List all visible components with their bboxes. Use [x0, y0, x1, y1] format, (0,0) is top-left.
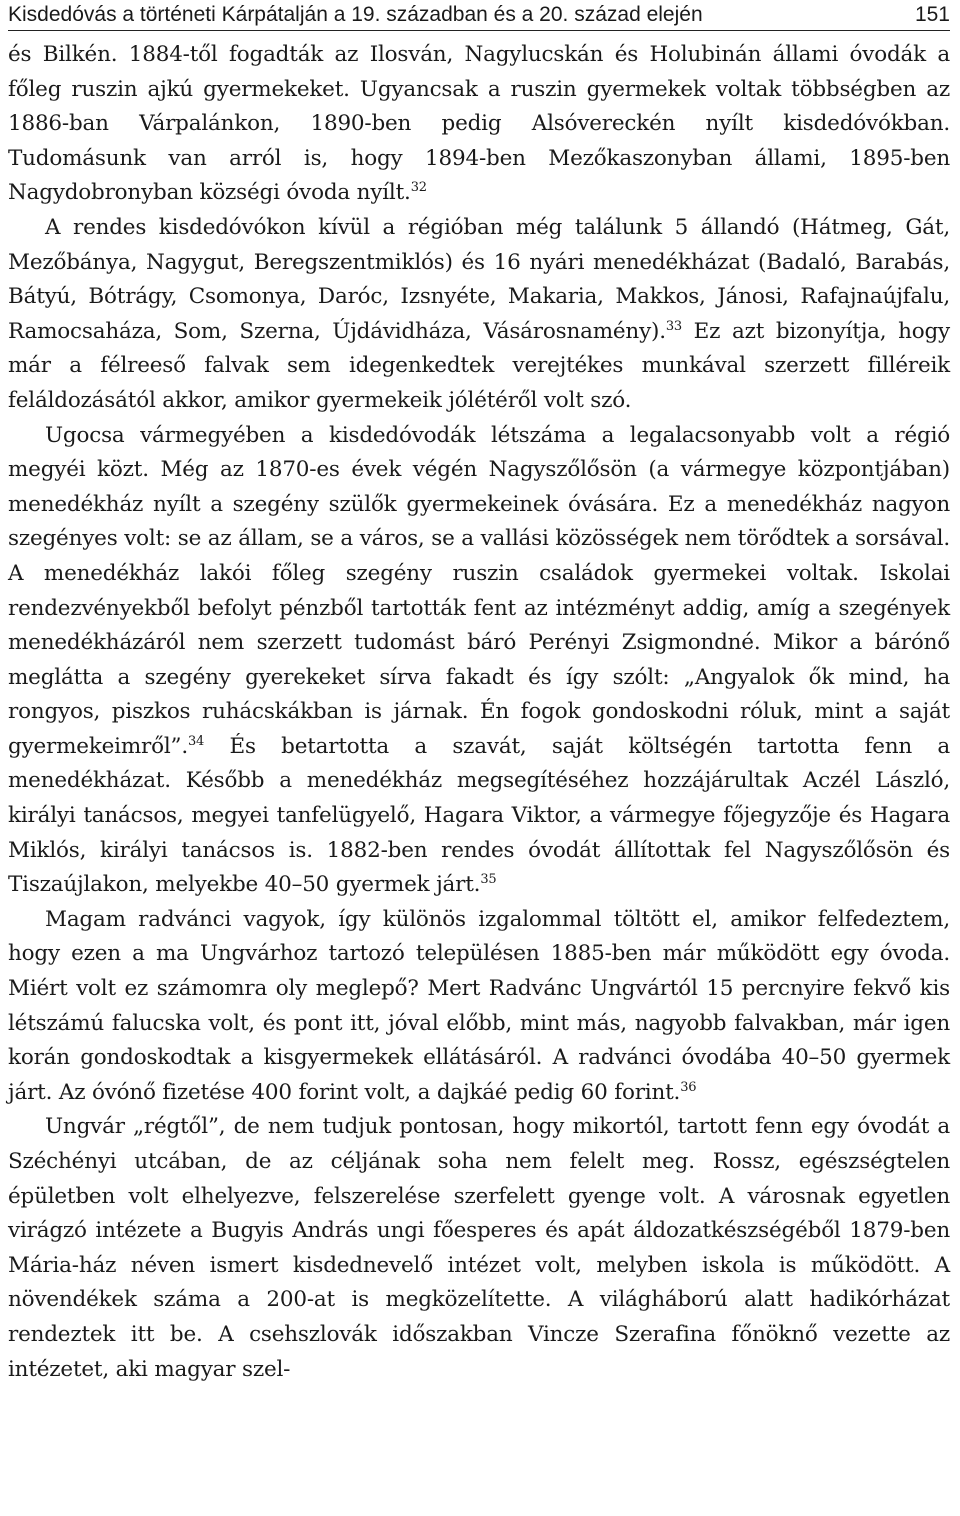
footnote-ref: 36 [680, 1079, 697, 1095]
paragraph [8, 38, 950, 211]
paragraph [8, 903, 950, 1111]
paragraph-text: Ez azt bizonyítja, hogy már a félreeső falvak sem idegenkedtek verejtékes munkával szerzett filléreik feláldozásától akkor, amikor gyermekeik jólétéről volt szó. [8, 318, 950, 413]
paragraph [8, 1110, 950, 1387]
paragraph-text: és Bilkén. 1884-től fogadták az Ilosván, Nagylucskán és Holubinán állami óvodák a főleg ruszin ajkú gyermekeket. Ugyancsak a ruszin gyermekek voltak többségben az 1886-ban Várpalánkon, 1890-ben pedig Alsóvereckén nyílt kisdedóvókban. Tudomásunk van arról is, hogy 1894-ben Mezőkaszonyban állami, 1895-ben Nagydobronyban községi óvoda nyílt. [8, 42, 950, 206]
page-number: 151 [914, 3, 950, 26]
footnote-ref: 32 [410, 180, 427, 196]
paragraph-text: Ugocsa vármegyében a kisdedóvodák létszáma a legalacsonyabb volt a régió megyéi közt. Még az 1870-es évek végén Nagyszőlősön (a vármegye központjában) menedékház nyílt a szegény szülők gyermekeinek óvására. Ez a menedékház nagyon szegényes volt: se az állam, se a város, se a vallási közösségek nem törődtek a sorsával. A menedékház lakói főleg szegény ruszin családok gyermekei voltak. Iskolai rendezvényekből befolyt pénzből tartották fent az intézményt addig, amíg a szegények menedékházáról nem szerzett tudomást báró Perényi Zsigmondné. Mikor a bárónő meglátta a szegény gyerekeket sírva fakadt és így szólt: „Angyalok ők mind, ha rongyos, piszkos ruhácskákban is járnak. Én fogok gondoskodni róluk, mint a saját gyermekeimről”. [8, 422, 950, 759]
footnote-ref: 34 [187, 733, 205, 749]
paragraph-text: És betartotta a szavát, saját költségén tartotta fenn a menedékházat. Később a menedékház megsegítéséhez hozzájárultak Aczél László, királyi tanácsos, megyei tanfelügyelő, Hagara Viktor, a vármegye főjegyzője és Hagara Miklós, királyi tanácsos is. 1882-ben rendes óvodát állítottak fel Nagyszőlősön és Tiszaújlakon, melyekbe 40–50 gyermek járt. [8, 733, 950, 898]
paragraph-text: A rendes kisdedóvókon kívül a régióban még találunk 5 állandó (Hátmeg, Gát, Mezőbánya, Nagygut, Beregszentmiklós) és 16 nyári menedékházat (Badaló, Barabás, Bátyú, Bótrágy, Csomonya, Daróc, Izsnyéte, Makaria, Makkos, Jánosi, Rafajnaújfalu, Ramocsaháza, Som, Szerna, Újdávidháza, Vásárosnamény). [8, 214, 950, 344]
paragraph-text: Ungvár „régtől”, de nem tudjuk pontosan, hogy mikortól, tartott fenn egy óvodát a Széchényi utcában, de az céljának soha nem felelt meg. Rossz, egészségtelen épületben volt elhelyezve, felszerelése szerfelett gyenge volt. A városnak egyetlen virágzó intézete a Bugyis András ungi főesperes és apát áldozatkészségéből 1879-ben Mária-ház néven ismert kisdednevelő intézet volt, melyben iskola is működött. A növendékek száma a 200-at is megközelítette. A világháború alatt hadikórházat rendeztek itt be. A csehszlovák időszakban Vincze Szerafina főnöknő vezette az intézetet, aki magyar szel- [8, 1114, 950, 1382]
body-text [8, 38, 950, 1387]
paragraph-text: Magam radvánci vagyok, így különös izgalommal töltött el, amikor felfedeztem, hogy ezen a ma Ungvárhoz tartozó településen 1885-ben már működött egy óvoda. Miért volt ez számomra oly meglepő? Mert Radvánc Ungvártól 15 percnyire fekvő kis létszámú falucska volt, és pont itt, jóval előbb, mint más, nagyobb falvakban, már igen korán gondoskodtak a kisgyermekek ellátásáról. A radvánci óvodába 40–50 gyermek járt. Az óvónő fizetése 400 forint volt, a dajkáé pedig 60 forint. [8, 906, 950, 1105]
running-header [8, 0, 950, 31]
paragraph [8, 211, 950, 419]
footnote-ref: 35 [480, 872, 497, 888]
paragraph [8, 419, 950, 903]
footnote-ref: 33 [665, 318, 682, 334]
running-header-title: Kisdedóvás a történeti Kárpátalján a 19. században és a 20. század elején [8, 3, 703, 26]
